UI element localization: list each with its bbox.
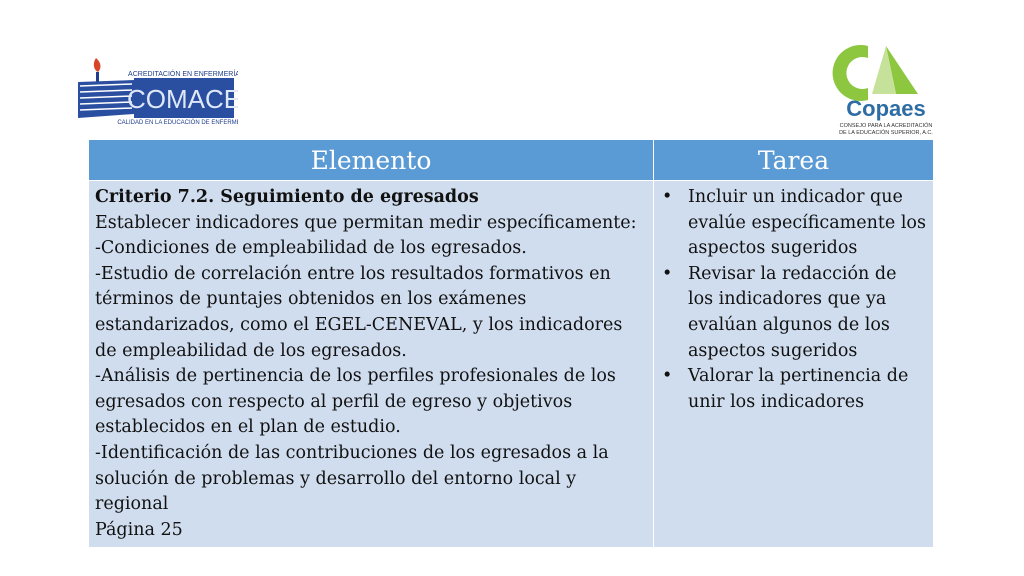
element-text-line: -Identificación de las contribuciones de los egresados a la solución de problemas y desarrollo del entorno local y regional	[95, 442, 609, 515]
copaes-logo	[826, 38, 946, 138]
svg-text:CONSEJO PARA LA ACREDITACIÓN: CONSEJO PARA LA ACREDITACIÓN	[839, 123, 933, 129]
task-list	[660, 185, 927, 415]
element-text-line: -Estudio de correlación entre los resultados formativos en términos de puntajes obtenidos en los exámenes estandarizados, como el EGEL-CENEVAL, y los indicadores de empleabilidad de los egresados.	[95, 263, 623, 361]
criterion-title: Criterio 7.2. Seguimiento de egresados	[95, 187, 479, 207]
criteria-table	[88, 139, 934, 548]
list-item	[662, 185, 927, 262]
table-header-row	[89, 140, 934, 181]
svg-text:COMACE: COMACE	[126, 84, 238, 114]
element-text-line: Establecer indicadores que permitan medir específicamente:	[95, 212, 637, 233]
svg-text:DE LA EDUCACIÓN SUPERIOR, A.C.: DE LA EDUCACIÓN SUPERIOR, A.C.	[839, 130, 933, 136]
header-elemento: Elemento	[89, 140, 654, 181]
header-tarea: Tarea	[654, 140, 934, 181]
bullet-icon: •	[662, 366, 673, 387]
elemento-cell	[89, 181, 654, 548]
list-item	[662, 262, 927, 364]
svg-text:Copaes: Copaes	[846, 96, 926, 121]
task-text: Valorar la pertinencia de unir los indicadores	[688, 366, 909, 412]
element-text-line: -Análisis de pertinencia de los perfiles profesionales de los egresados con respecto al perfil de egreso y objetivos establecidos en el plan de estudio.	[95, 366, 616, 438]
bullet-icon: •	[662, 263, 673, 284]
svg-text:CALIDAD EN LA EDUCACIÓN DE ENF: CALIDAD EN LA EDUCACIÓN DE ENFERMERÍA	[117, 120, 238, 126]
task-text: Incluir un indicador que evalúe específicamente los aspectos sugeridos	[688, 187, 926, 259]
table-row	[89, 181, 934, 548]
task-text: Revisar la redacción de los indicadores que ya evalúan algunos de los aspectos sugeridos	[688, 263, 897, 361]
page-reference: Página 25	[95, 519, 183, 540]
comace-logo	[74, 52, 238, 130]
list-item	[662, 364, 927, 415]
bullet-icon: •	[662, 187, 673, 207]
element-text-line: -Condiciones de empleabilidad de los egresados.	[95, 238, 527, 259]
svg-text:ACREDITACIÓN EN ENFERMERÍA: ACREDITACIÓN EN ENFERMERÍA	[128, 71, 238, 78]
tarea-cell	[654, 181, 934, 548]
